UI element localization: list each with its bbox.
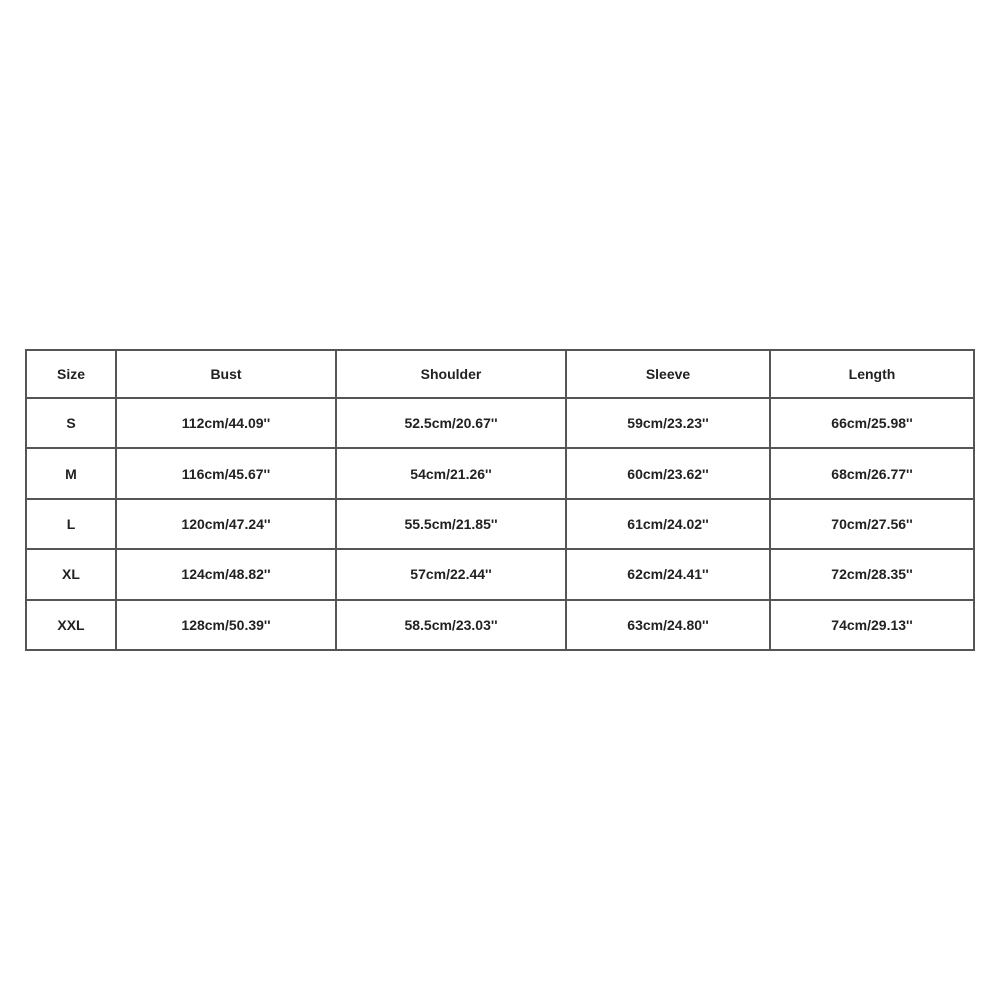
cell-size: M	[26, 448, 116, 498]
cell-bust: 128cm/50.39''	[116, 600, 336, 650]
cell-length: 66cm/25.98''	[770, 398, 974, 448]
header-size: Size	[26, 350, 116, 398]
table-row	[26, 499, 974, 549]
table-row	[26, 448, 974, 498]
header-row	[26, 350, 974, 398]
table-row	[26, 600, 974, 650]
cell-sleeve: 62cm/24.41''	[566, 549, 770, 599]
cell-sleeve: 59cm/23.23''	[566, 398, 770, 448]
size-chart-table	[25, 349, 975, 651]
cell-bust: 120cm/47.24''	[116, 499, 336, 549]
cell-size: S	[26, 398, 116, 448]
cell-size: XXL	[26, 600, 116, 650]
cell-size: L	[26, 499, 116, 549]
cell-shoulder: 58.5cm/23.03''	[336, 600, 566, 650]
cell-shoulder: 57cm/22.44''	[336, 549, 566, 599]
cell-bust: 116cm/45.67''	[116, 448, 336, 498]
header-sleeve: Sleeve	[566, 350, 770, 398]
header-bust: Bust	[116, 350, 336, 398]
cell-shoulder: 52.5cm/20.67''	[336, 398, 566, 448]
cell-sleeve: 60cm/23.62''	[566, 448, 770, 498]
table-row	[26, 398, 974, 448]
cell-length: 70cm/27.56''	[770, 499, 974, 549]
cell-size: XL	[26, 549, 116, 599]
header-length: Length	[770, 350, 974, 398]
cell-sleeve: 61cm/24.02''	[566, 499, 770, 549]
cell-length: 68cm/26.77''	[770, 448, 974, 498]
cell-shoulder: 55.5cm/21.85''	[336, 499, 566, 549]
cell-length: 74cm/29.13''	[770, 600, 974, 650]
cell-length: 72cm/28.35''	[770, 549, 974, 599]
header-shoulder: Shoulder	[336, 350, 566, 398]
cell-bust: 112cm/44.09''	[116, 398, 336, 448]
cell-bust: 124cm/48.82''	[116, 549, 336, 599]
cell-sleeve: 63cm/24.80''	[566, 600, 770, 650]
table-row	[26, 549, 974, 599]
cell-shoulder: 54cm/21.26''	[336, 448, 566, 498]
